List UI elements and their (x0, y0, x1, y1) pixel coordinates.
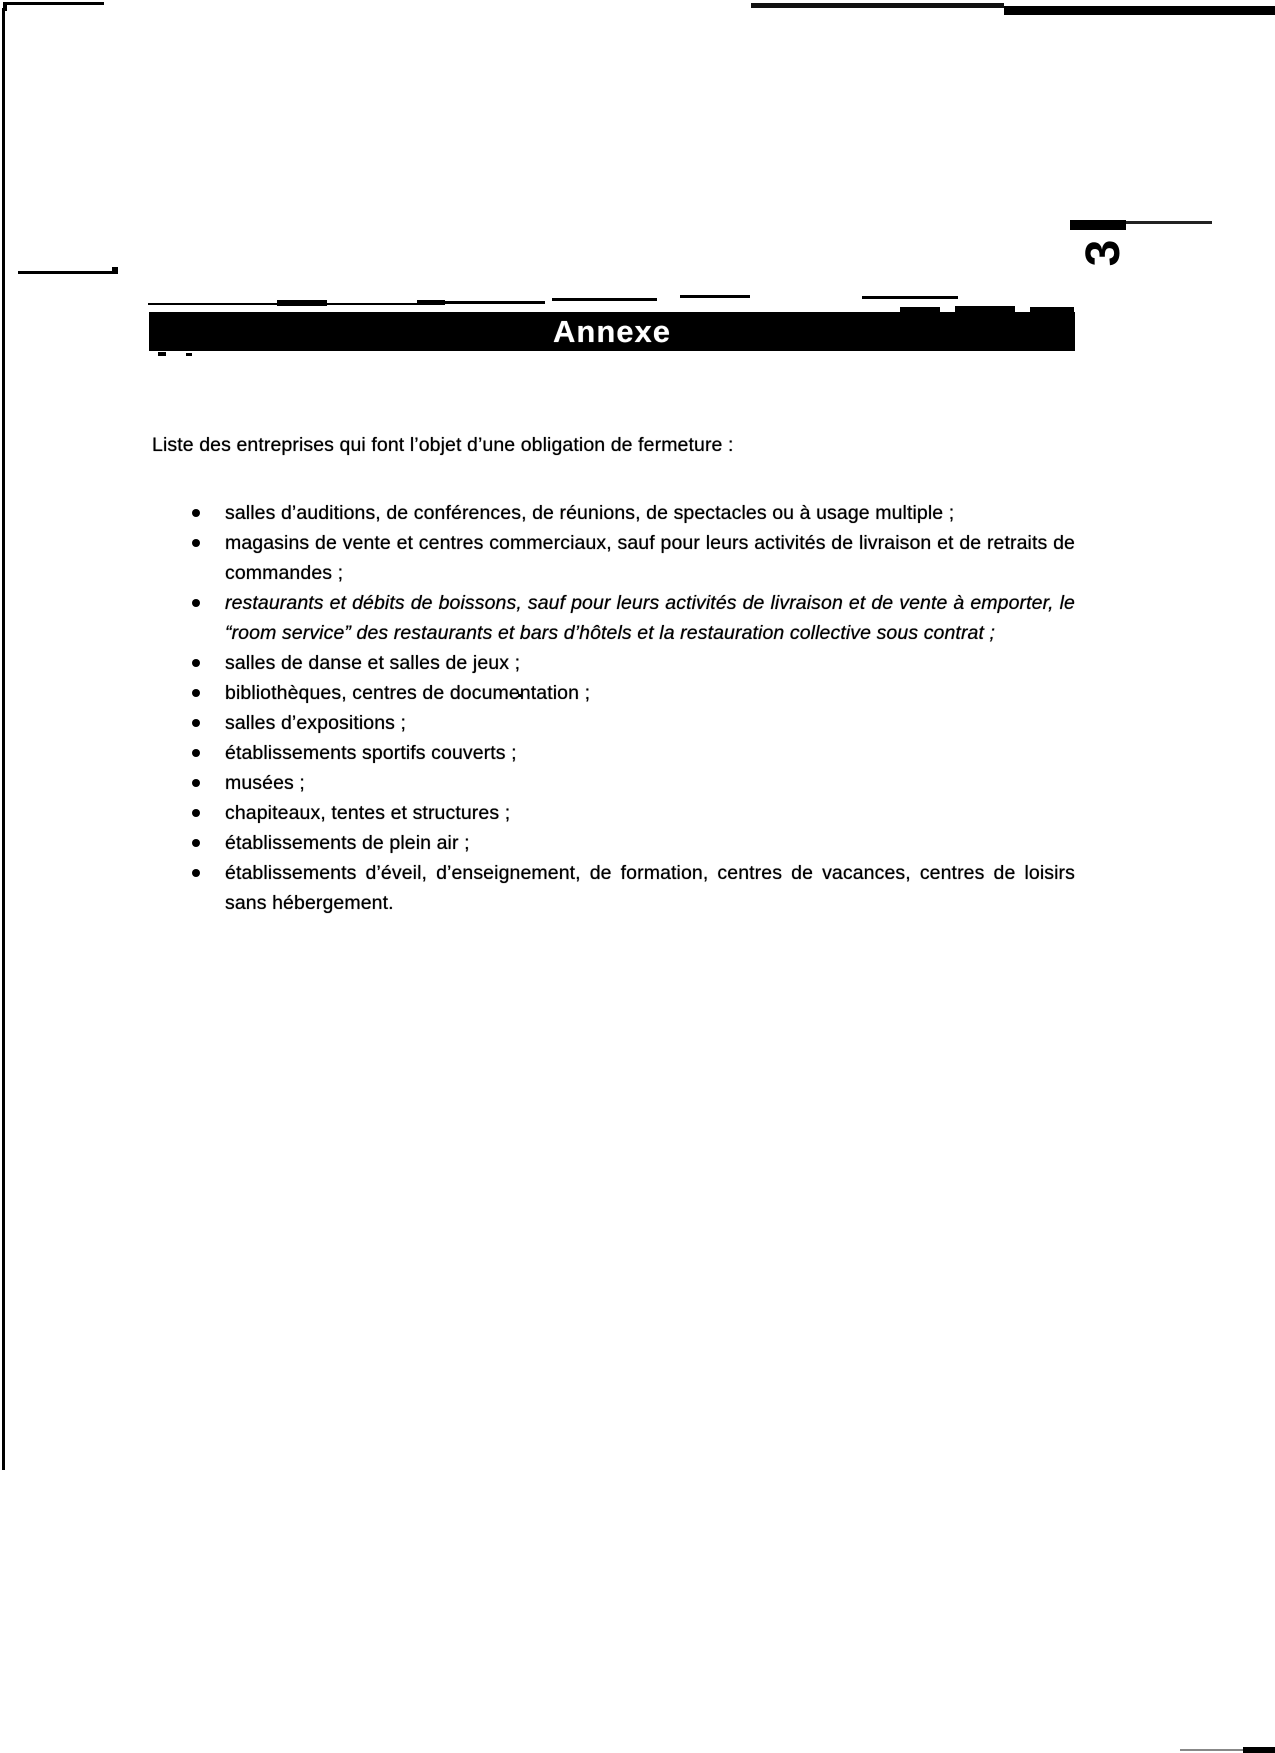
list-item-text: salles d’expositions ; (225, 712, 407, 734)
bullet-dot-icon (192, 779, 200, 787)
scan-artifact (751, 3, 1004, 8)
page-title: Annexe (553, 314, 671, 349)
scan-artifact (430, 301, 545, 304)
page-number-bar-line (1070, 220, 1126, 230)
list-item-text: musées ; (225, 772, 305, 794)
list-item-text: bibliothèques, centres de documentation ; (225, 682, 591, 704)
closure-obligation-list (152, 498, 1075, 918)
list-item (152, 498, 1075, 528)
scan-artifact (4, 2, 104, 5)
list-item-text: établissements d’éveil, d’enseignement, de formation, centres de vacances, centres de loisirs sans hébergement. (225, 862, 1075, 914)
list-item-text: magasins de vente et centres commerciaux, sauf pour leurs activités de livraison et de retraits de commandes ; (225, 532, 1075, 584)
scan-artifact (1180, 1749, 1243, 1751)
list-item (152, 858, 1075, 918)
list-item (152, 768, 1075, 798)
list-item (152, 588, 1075, 648)
list-item-text: restaurants et débits de boissons, sauf pour leurs activités de livraison et de vente à emporter, le “room service” des restaurants et bars d’hôtels et la restauration collective sous contrat ; (225, 592, 1075, 644)
bullet-dot-icon (192, 749, 200, 757)
list-item (152, 708, 1075, 738)
list-item-text: établissements de plein air ; (225, 832, 470, 854)
bullet-dot-icon (192, 599, 200, 607)
scan-artifact (680, 295, 750, 298)
bullet-dot-icon (192, 509, 200, 517)
annexe-header-bar (149, 312, 1075, 351)
list-item-text: chapiteaux, tentes et structures ; (225, 802, 511, 824)
bullet-dot-icon (192, 869, 200, 877)
list-item (152, 828, 1075, 858)
bullet-dot-icon (192, 689, 200, 697)
list-item (152, 528, 1075, 588)
scan-artifact (112, 267, 118, 274)
scan-artifact (862, 296, 958, 299)
scan-artifact (1004, 6, 1275, 15)
bullet-dot-icon (192, 719, 200, 727)
page-number-thin-line (1126, 221, 1212, 224)
scan-artifact (186, 353, 192, 356)
scan-artifact (3, 2, 7, 11)
page-number: 3 (1077, 239, 1130, 267)
list-item-text: salles d’auditions, de conférences, de réunions, de spectacles ou à usage multiple ; (225, 502, 955, 524)
list-item (152, 648, 1075, 678)
bullet-dot-icon (192, 539, 200, 547)
bullet-dot-icon (192, 839, 200, 847)
list-item-text: salles de danse et salles de jeux ; (225, 652, 521, 674)
intro-text: Liste des entreprises qui font l’objet d’une obligation de fermeture : (152, 433, 734, 456)
list-item-text: établissements sportifs couverts ; (225, 742, 517, 764)
scan-artifact (277, 300, 327, 306)
list-item (152, 678, 1075, 708)
scan-artifact (18, 271, 116, 274)
scan-artifact (158, 352, 166, 356)
scan-artifact (552, 298, 657, 301)
bullet-dot-icon (192, 659, 200, 667)
page-left-border-line (2, 8, 5, 1470)
bullet-dot-icon (192, 809, 200, 817)
list-item (152, 798, 1075, 828)
list-item (152, 738, 1075, 768)
scan-artifact (1243, 1747, 1275, 1753)
